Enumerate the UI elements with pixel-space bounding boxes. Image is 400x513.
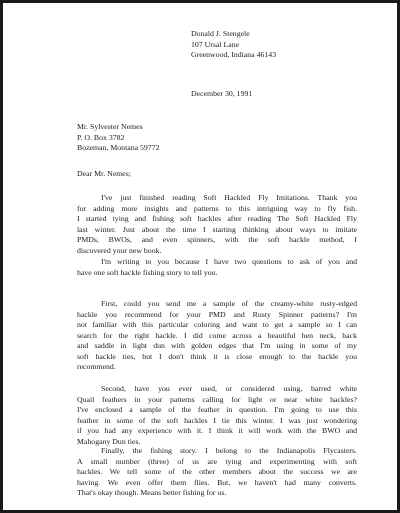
paragraph-line: I've just finished reading Soft Hackled Fly Imitations. Thank you: [101, 193, 357, 202]
paragraph-line: recommend.: [77, 362, 116, 371]
letter-date: December 30, 1991: [191, 89, 253, 98]
paragraph-line: soft hackle ties, but I don't think it is close enough to the hackle you: [77, 351, 357, 361]
sender-name: Donald J. Stengele: [191, 29, 250, 38]
paragraph-5: [77, 446, 357, 499]
paragraph-line: last winter. Just about the time I starting thinking about ways to imitate: [77, 224, 357, 234]
paragraph-line: A small number (three) of us are tying and experimenting with soft: [77, 456, 357, 466]
paragraph-line: I've enclosed a sample of the feather in question. I'm going to use this: [77, 405, 357, 414]
recipient-city: Bozeman, Montana 59772: [77, 143, 160, 153]
paragraph-line: hackle you recommend for your PMD and Rusty Spinner patterns? I'm: [77, 309, 357, 319]
recipient-address: [77, 122, 160, 154]
paragraph-line: Mahogany Dun ties.: [77, 436, 141, 446]
recipient-name: Mr. Sylvester Nemes: [77, 122, 143, 131]
sender-address: [191, 29, 276, 61]
paragraph-line: search for the right hackle. I did come across a beautiful hen neck, back: [77, 330, 357, 340]
paragraph-line: hackles. We tell some of the other members about the success we are: [77, 467, 357, 476]
paragraph-line: I'm writing to you because I have two questions to ask of you and: [101, 257, 357, 266]
paragraph-4: [77, 384, 357, 447]
paragraph-line: having. We even offer them flies. But, we haven't had many converts.: [77, 477, 357, 487]
paragraph-line: First, could you send me a sample of the creamy-white rusty-edged: [101, 299, 357, 308]
paragraph-line: feather in some of the soft hackles I tie this winter. I was just wondering: [77, 415, 357, 425]
paragraph-line: Quail feathers in your patterns calling for light or near white hackles?: [77, 394, 357, 404]
paragraph-line: I started tying and fishing soft hackles after reading The Soft Hackled Fly: [77, 214, 357, 223]
paragraph-line: have one soft hackle fishing story to tell you.: [77, 267, 218, 277]
paragraph-line: if you had any experience with it. I think it will work with the BWO and: [77, 426, 357, 435]
salutation: Dear Mr. Nemes;: [77, 169, 131, 178]
paragraph-line: and saddle in light dun with golden edges that I'm using in some of my: [77, 341, 357, 350]
paragraph-line: discovered your new book.: [77, 245, 162, 255]
paragraph-1: [77, 193, 357, 256]
sender-street: 107 Ursal Lane: [191, 39, 240, 49]
paragraph-2: [77, 257, 357, 278]
paragraph-line: That's okay though. Means better fishing for us.: [77, 488, 227, 497]
recipient-box: P. O. Box 3782: [77, 132, 125, 142]
paragraph-line: not familiar with this particular coloring and want to get a sample so I can: [77, 320, 357, 329]
paragraph-3: [77, 299, 357, 373]
paragraph-line: PMDs, BWOs, and even spinners, with the soft hackle method, I: [77, 235, 357, 244]
sender-city: Greenwood, Indiana 46143: [191, 50, 277, 60]
letter-page: [3, 3, 397, 510]
paragraph-line: Finally, the fishing story. I belong to the Indianapolis Flycasters.: [101, 446, 357, 455]
paragraph-line: for adding more insights and patterns to this intriguing way to fly fish.: [77, 203, 357, 213]
paragraph-line: Second, have you ever used, or considered using, barred white: [101, 384, 357, 393]
